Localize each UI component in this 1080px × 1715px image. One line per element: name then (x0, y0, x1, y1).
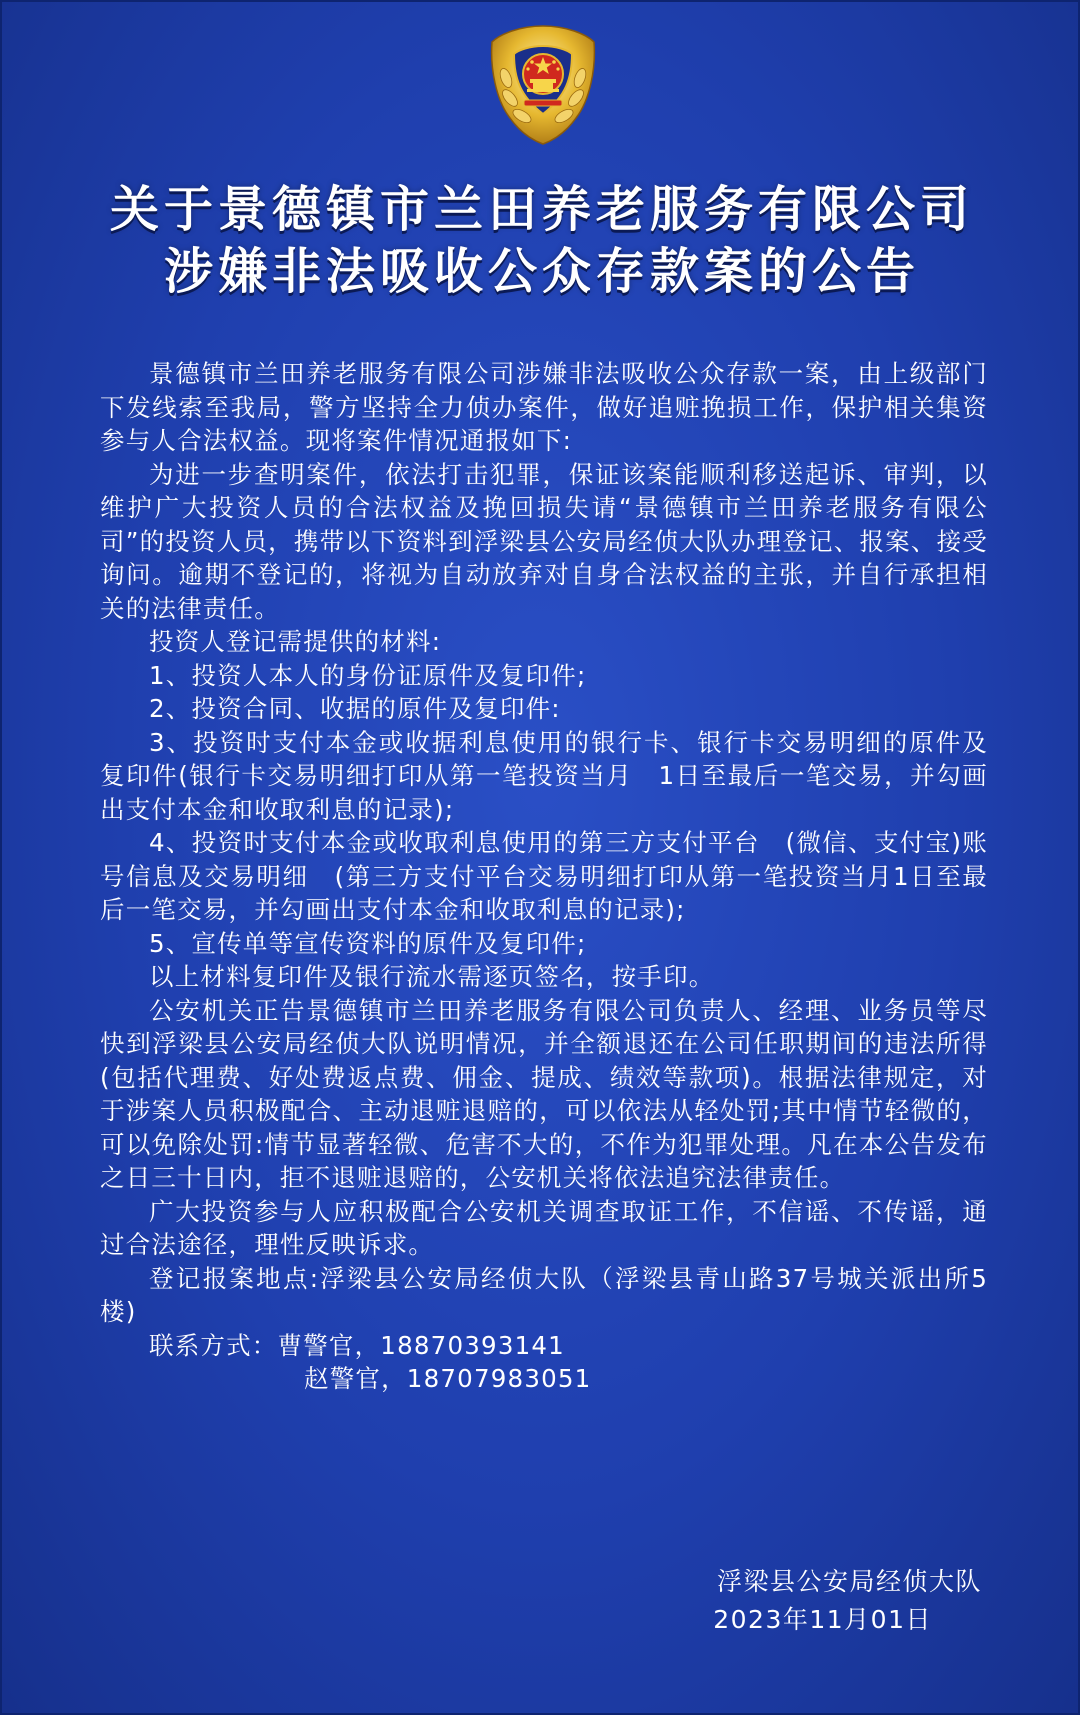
material-item-2: 2、投资合同、收据的原件及复印件: (149, 694, 561, 723)
registration-address: 登记报案地点:浮梁县公安局经侦大队（浮梁县青山路37号城关派出所5楼) (100, 1263, 988, 1326)
material-item-1: 1、投资人本人的身份证原件及复印件; (149, 660, 587, 690)
signing-note: 以上材料复印件及银行流水需逐页签名，按手印。 (149, 962, 715, 991)
paragraph-warning: 公安机关正告景德镇市兰田养老服务有限公司负责人、经理、业务员等尽快到浮梁县公安局经侦大队说明情况，并全额退还在公司任职期间的违法所得(包括代理费、好处费返点费、佣金、提成、绩效等款项)。根据法律规定，对于涉案人员积极配合、主动退赃退赔的，可以依法从轻处罚;其中情节轻微的，可以免除处罚:情节显著轻微、危害不大的，不作为犯罪处理。凡在本公告发布之日三十日内，拒不退赃退赔的，公安机关将依法追究法律责任。 (100, 995, 988, 1192)
police-emblem-icon (480, 22, 606, 148)
material-item-5: 5、宣传单等宣传资料的原件及复印件; (149, 928, 587, 958)
contact-officer-zhao: 赵警官，18707983051 (304, 1364, 592, 1393)
material-item-4: 4、投资时支付本金或收取利息使用的第三方支付平台 (微信、支付宝)账号信息及交易明细 (第三方支付平台交易明细打印从第一笔投资当月1日至最后一笔交易，并勾画出支付本金和收取利息的记录); (100, 828, 988, 924)
notice-body (100, 357, 988, 1396)
material-item-3: 3、投资时支付本金或收据利息使用的银行卡、银行卡交易明细的原件及复印件(银行卡交易明细打印从第一笔投资当月 1日至最后一笔交易，并勾画出支付本金和收取利息的记录); (100, 727, 988, 824)
issue-date: 2023年11月01日 (713, 1605, 932, 1634)
issuer-name: 浮梁县公安局经侦大队 (716, 1567, 982, 1596)
notice-title-line-2: 涉嫌非法吸收公众存款案的公告 (163, 243, 920, 300)
paragraph-registration: 为进一步查明案件，依法打击犯罪，保证该案能顺利移送起诉、审判，以维护广大投资人员的合法权益及挽回损失请“景德镇市兰田养老服务有限公司”的投资人员，携带以下资料到浮梁县公安局经侦大队办理登记、报案、接受询问。逾期不登记的，将视为自动放弃对自身合法权益的主张，并自行承担相关的法律责任。 (100, 459, 988, 623)
contact-label: 联系方式： (149, 1330, 278, 1360)
contact-line-2 (100, 1362, 988, 1396)
paragraph-intro: 景德镇市兰田养老服务有限公司涉嫌非法吸收公众存款一案，由上级部门下发线索至我局，警方坚持全力侦办案件，做好追赃挽损工作，保护相关集资参与人合法权益。现将案件情况通报如下: (100, 359, 988, 455)
contact-line-1 (100, 1329, 988, 1363)
notice-title-line-1: 关于景德镇市兰田养老服务有限公司 (109, 181, 974, 238)
contact-officer-cao: 曹警官，18870393141 (277, 1330, 565, 1360)
materials-heading: 投资人登记需提供的材料: (149, 627, 442, 656)
paragraph-appeal: 广大投资参与人应积极配合公安机关调查取证工作，不信谣、不传谣，通过合法途径，理性反映诉求。 (100, 1196, 988, 1259)
